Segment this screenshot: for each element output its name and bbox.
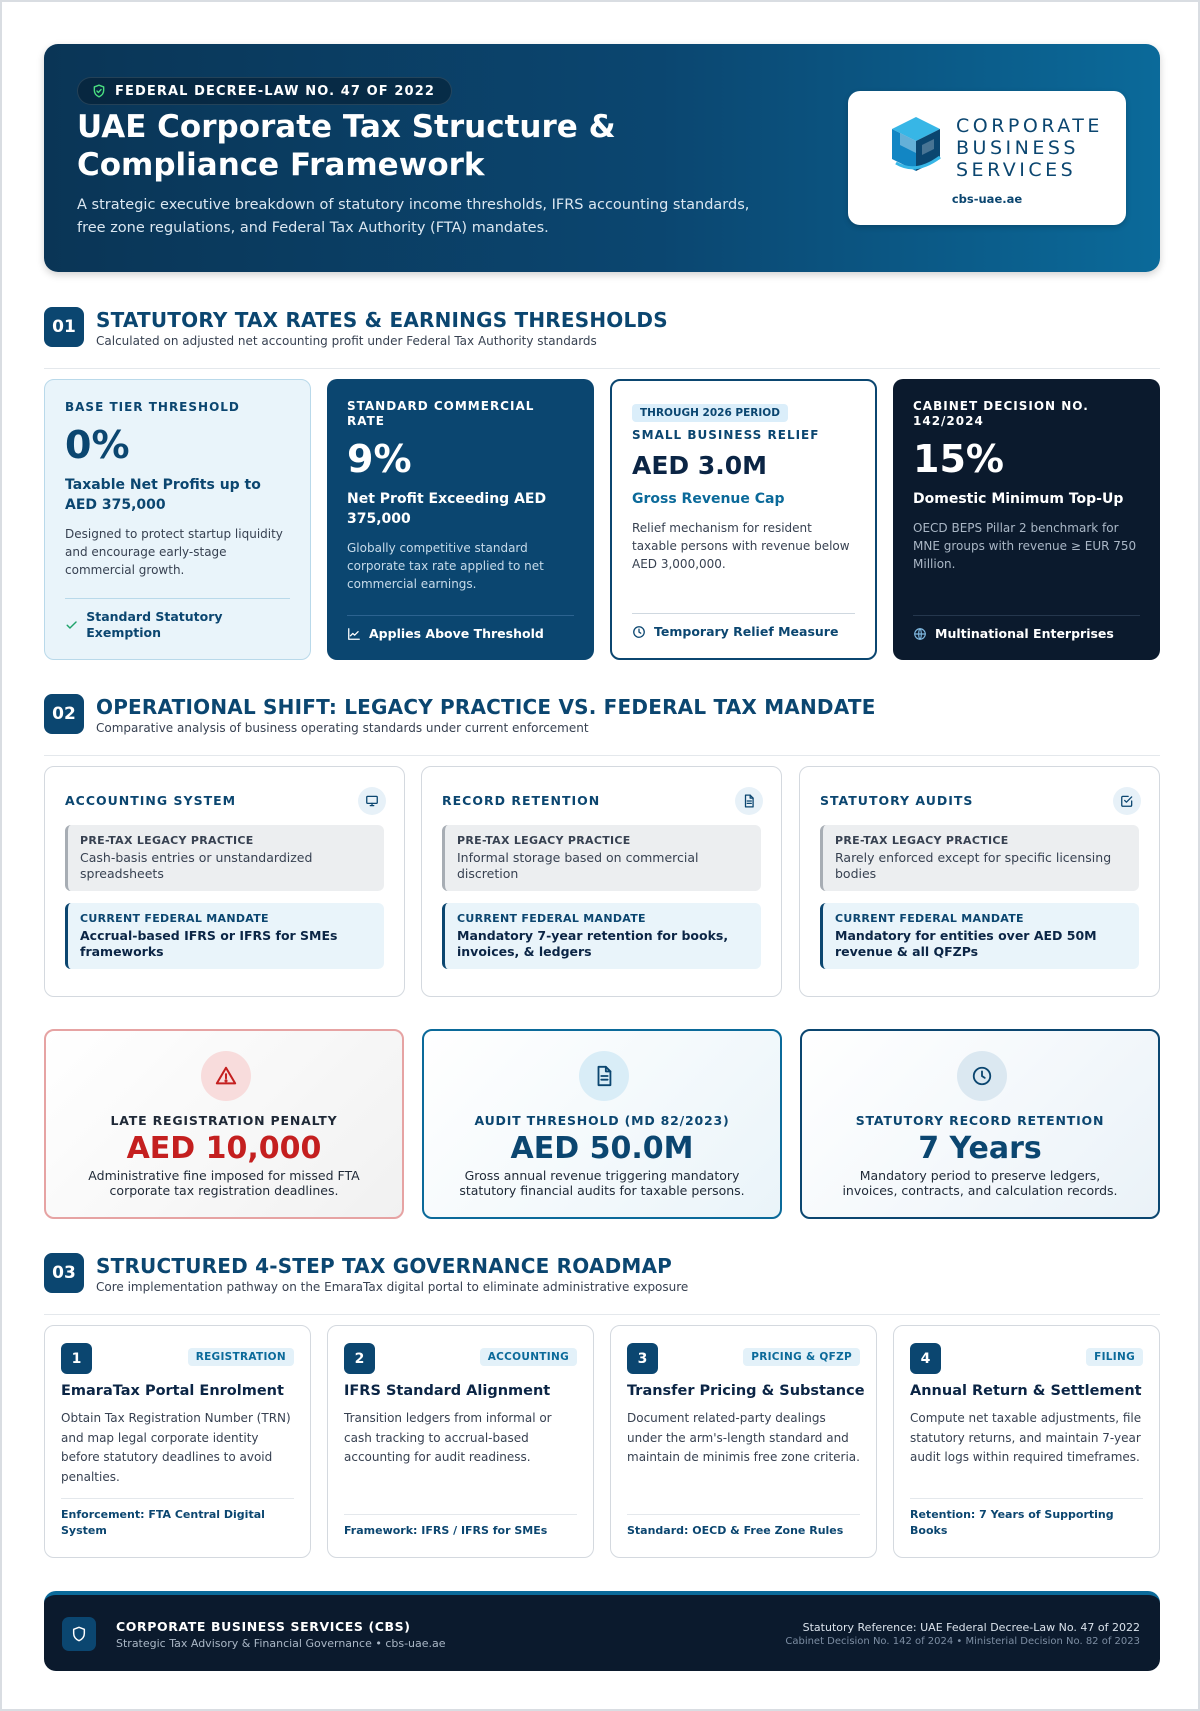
step-title: IFRS Standard Alignment <box>344 1383 551 1399</box>
card-rate: 0% <box>65 423 130 467</box>
section-subtitle: Comparative analysis of business operating standards under current enforcement <box>96 721 589 735</box>
section-number: 02 <box>44 694 84 734</box>
section-title: STRUCTURED 4-STEP TAX GOVERNANCE ROADMAP <box>96 1254 673 1278</box>
metric-value: AED 10,000 <box>126 1131 322 1166</box>
comparison-card-accounting-system <box>44 766 405 997</box>
chart-icon <box>347 627 361 641</box>
globe-icon <box>913 627 927 641</box>
step-description: Transition ledgers from informal or cash tracking to accrual-based accounting for audit readiness. <box>344 1411 552 1464</box>
step-tag: FILING <box>1086 1348 1143 1366</box>
section-header-roadmap <box>44 1253 1160 1315</box>
card-footer-label: Temporary Relief Measure <box>654 624 839 639</box>
card-footer-label: Applies Above Threshold <box>369 626 544 641</box>
card-footer <box>65 598 290 641</box>
comparison-card-statutory-audits <box>799 766 1160 997</box>
page-title: UAE Corporate Tax Structure & Compliance Framework <box>77 109 616 183</box>
step-title: Annual Return & Settlement <box>910 1383 1142 1399</box>
card-label: Net Profit Exceeding AED 375,000 <box>347 491 547 527</box>
step-number: 3 <box>627 1343 658 1374</box>
legacy-text: Cash-basis entries or unstandardized spreadsheets <box>80 850 313 881</box>
federal-mandate-box <box>820 903 1139 969</box>
legacy-label: PRE-TAX LEGACY PRACTICE <box>835 834 1009 847</box>
legacy-label: PRE-TAX LEGACY PRACTICE <box>457 834 631 847</box>
comparison-title: STATUTORY AUDITS <box>820 793 974 808</box>
clock-icon <box>957 1051 1007 1101</box>
step-description: Document related-party dealings under the arm's-length standard and maintain de minimis free zone criteria. <box>627 1411 860 1464</box>
step-footer: Standard: OECD & Free Zone Rules <box>627 1514 860 1539</box>
section-subtitle: Calculated on adjusted net accounting profit under Federal Tax Authority standards <box>96 334 597 348</box>
federal-mandate-box <box>65 903 384 969</box>
footer-tagline: Strategic Tax Advisory & Financial Governance • cbs-uae.ae <box>116 1637 446 1650</box>
section-title: STATUTORY TAX RATES & EARNINGS THRESHOLDS <box>96 308 668 332</box>
step-number: 1 <box>61 1343 92 1374</box>
mandate-label: CURRENT FEDERAL MANDATE <box>80 912 269 925</box>
legacy-practice-box <box>820 825 1139 891</box>
card-description: Relief mechanism for resident taxable persons with revenue below AED 3,000,000. <box>632 521 850 571</box>
footer-statutory-reference: Statutory Reference: UAE Federal Decree-Law No. 47 of 2022 <box>802 1621 1140 1634</box>
card-footer <box>347 615 574 642</box>
mandate-text: Accrual-based IFRS or IFRS for SMEs frameworks <box>80 928 338 959</box>
mandate-text: Mandatory for entities over AED 50M revenue & all QFZPs <box>835 928 1097 959</box>
tax-card-base-tier <box>44 379 311 660</box>
card-eyebrow: SMALL BUSINESS RELIEF <box>632 428 820 442</box>
company-logo-card <box>848 91 1126 225</box>
step-tag: REGISTRATION <box>188 1348 294 1366</box>
footer-decision-reference: Cabinet Decision No. 142 of 2024 • Ministerial Decision No. 82 of 2023 <box>785 1636 1140 1647</box>
metric-title: LATE REGISTRATION PENALTY <box>110 1113 338 1128</box>
logo-line-2: BUSINESS <box>956 137 1079 159</box>
roadmap-step-1 <box>44 1325 311 1558</box>
mandate-text: Mandatory 7-year retention for books, invoices, & ledgers <box>457 928 729 959</box>
card-description: Designed to protect startup liquidity and encourage early-stage commercial growth. <box>65 527 283 577</box>
metric-record-retention <box>800 1029 1160 1219</box>
section-number: 03 <box>44 1253 84 1293</box>
metric-title: STATUTORY RECORD RETENTION <box>855 1113 1105 1128</box>
section-header-tax-rates <box>44 307 1160 369</box>
card-label: Taxable Net Profits up to AED 375,000 <box>65 477 261 513</box>
card-label: Domestic Minimum Top-Up <box>913 491 1124 507</box>
period-pill: THROUGH 2026 PERIOD <box>632 404 788 422</box>
legacy-practice-box <box>442 825 761 891</box>
logo-wordmark <box>956 115 1103 181</box>
document-icon <box>579 1051 629 1101</box>
clock-icon <box>632 625 646 639</box>
card-eyebrow: BASE TIER THRESHOLD <box>65 400 240 414</box>
page-footer <box>44 1591 1160 1671</box>
check-icon <box>65 618 78 632</box>
checkbox-icon <box>1113 787 1141 815</box>
step-footer: Framework: IFRS / IFRS for SMEs <box>344 1514 577 1539</box>
step-number: 4 <box>910 1343 941 1374</box>
logo-line-3: SERVICES <box>956 159 1077 181</box>
step-tag: ACCOUNTING <box>480 1348 577 1366</box>
roadmap-step-4 <box>893 1325 1160 1558</box>
metric-value: AED 50.0M <box>510 1131 694 1166</box>
footer-company-name: CORPORATE BUSINESS SERVICES (CBS) <box>116 1619 411 1634</box>
metric-value: 7 Years <box>918 1131 1042 1166</box>
step-tag: PRICING & QFZP <box>743 1348 860 1366</box>
shield-icon <box>62 1617 96 1651</box>
card-rate: 15% <box>913 437 1004 481</box>
mandate-label: CURRENT FEDERAL MANDATE <box>835 912 1024 925</box>
card-description: OECD BEPS Pillar 2 benchmark for MNE groups with revenue ≥ EUR 750 Million. <box>913 521 1137 571</box>
legacy-label: PRE-TAX LEGACY PRACTICE <box>80 834 254 847</box>
metric-description: Mandatory period to preserve ledgers, invoices, contracts, and calculation records. <box>842 1168 1118 1198</box>
legacy-text: Informal storage based on commercial discretion <box>457 850 699 881</box>
metric-title: AUDIT THRESHOLD (MD 82/2023) <box>474 1113 730 1128</box>
decree-badge <box>77 77 452 105</box>
legacy-practice-box <box>65 825 384 891</box>
card-eyebrow: STANDARD COMMERCIAL RATE <box>347 399 535 428</box>
card-footer-label: Multinational Enterprises <box>935 626 1114 641</box>
cube-logo-icon <box>886 113 946 175</box>
shield-check-icon <box>92 84 106 98</box>
card-description: Globally competitive standard corporate tax rate applied to net commercial earnings. <box>347 541 544 591</box>
card-eyebrow: CABINET DECISION NO. 142/2024 <box>913 399 1089 428</box>
metric-audit-threshold <box>422 1029 782 1219</box>
section-header-operational-shift <box>44 694 1160 756</box>
federal-mandate-box <box>442 903 761 969</box>
warning-icon <box>201 1051 251 1101</box>
step-number: 2 <box>344 1343 375 1374</box>
tax-card-standard-rate <box>327 379 594 660</box>
hero-banner <box>44 44 1160 272</box>
comparison-title: ACCOUNTING SYSTEM <box>65 793 237 808</box>
document-icon <box>735 787 763 815</box>
logo-url[interactable]: cbs-uae.ae <box>951 192 1023 206</box>
roadmap-step-2 <box>327 1325 594 1558</box>
monitor-icon <box>358 787 386 815</box>
step-footer: Retention: 7 Years of Supporting Books <box>910 1498 1143 1539</box>
tax-card-small-business-relief <box>610 379 877 660</box>
legacy-text: Rarely enforced except for specific licensing bodies <box>835 850 1112 881</box>
page-description: A strategic executive breakdown of statutory income thresholds, IFRS accounting standards, free zone regulations, and Federal Tax Authority (FTA) mandates. <box>77 197 750 236</box>
logo-line-1: CORPORATE <box>956 115 1103 137</box>
section-subtitle: Core implementation pathway on the EmaraTax digital portal to eliminate administrative exposure <box>96 1280 689 1294</box>
section-title: OPERATIONAL SHIFT: LEGACY PRACTICE VS. FEDERAL TAX MANDATE <box>96 695 876 719</box>
comparison-card-record-retention <box>421 766 782 997</box>
mandate-label: CURRENT FEDERAL MANDATE <box>457 912 646 925</box>
comparison-title: RECORD RETENTION <box>442 793 601 808</box>
metric-late-registration-penalty <box>44 1029 404 1219</box>
step-description: Obtain Tax Registration Number (TRN) and map legal corporate identity before statutory deadlines to avoid penalties. <box>61 1411 291 1484</box>
card-rate: 9% <box>347 437 412 481</box>
card-rate: AED 3.0M <box>632 451 768 480</box>
metric-description: Gross annual revenue triggering mandatory statutory financial audits for taxable persons. <box>459 1168 745 1198</box>
decree-badge-text: FEDERAL DECREE-LAW NO. 47 OF 2022 <box>115 83 435 99</box>
step-title: Transfer Pricing & Substance <box>627 1383 865 1399</box>
section-number: 01 <box>44 307 84 347</box>
card-footer <box>632 613 855 640</box>
step-footer: Enforcement: FTA Central Digital System <box>61 1498 294 1539</box>
tax-card-minimum-top-up <box>893 379 1160 660</box>
metric-description: Administrative fine imposed for missed FTA corporate tax registration deadlines. <box>88 1168 360 1198</box>
card-label: Gross Revenue Cap <box>632 491 785 507</box>
roadmap-step-3 <box>610 1325 877 1558</box>
card-footer-label: Standard Statutory Exemption <box>86 609 223 640</box>
card-footer <box>913 615 1140 642</box>
step-description: Compute net taxable adjustments, file statutory returns, and maintain 7-year audit logs within required timeframes. <box>910 1411 1142 1464</box>
step-title: EmaraTax Portal Enrolment <box>61 1383 284 1399</box>
